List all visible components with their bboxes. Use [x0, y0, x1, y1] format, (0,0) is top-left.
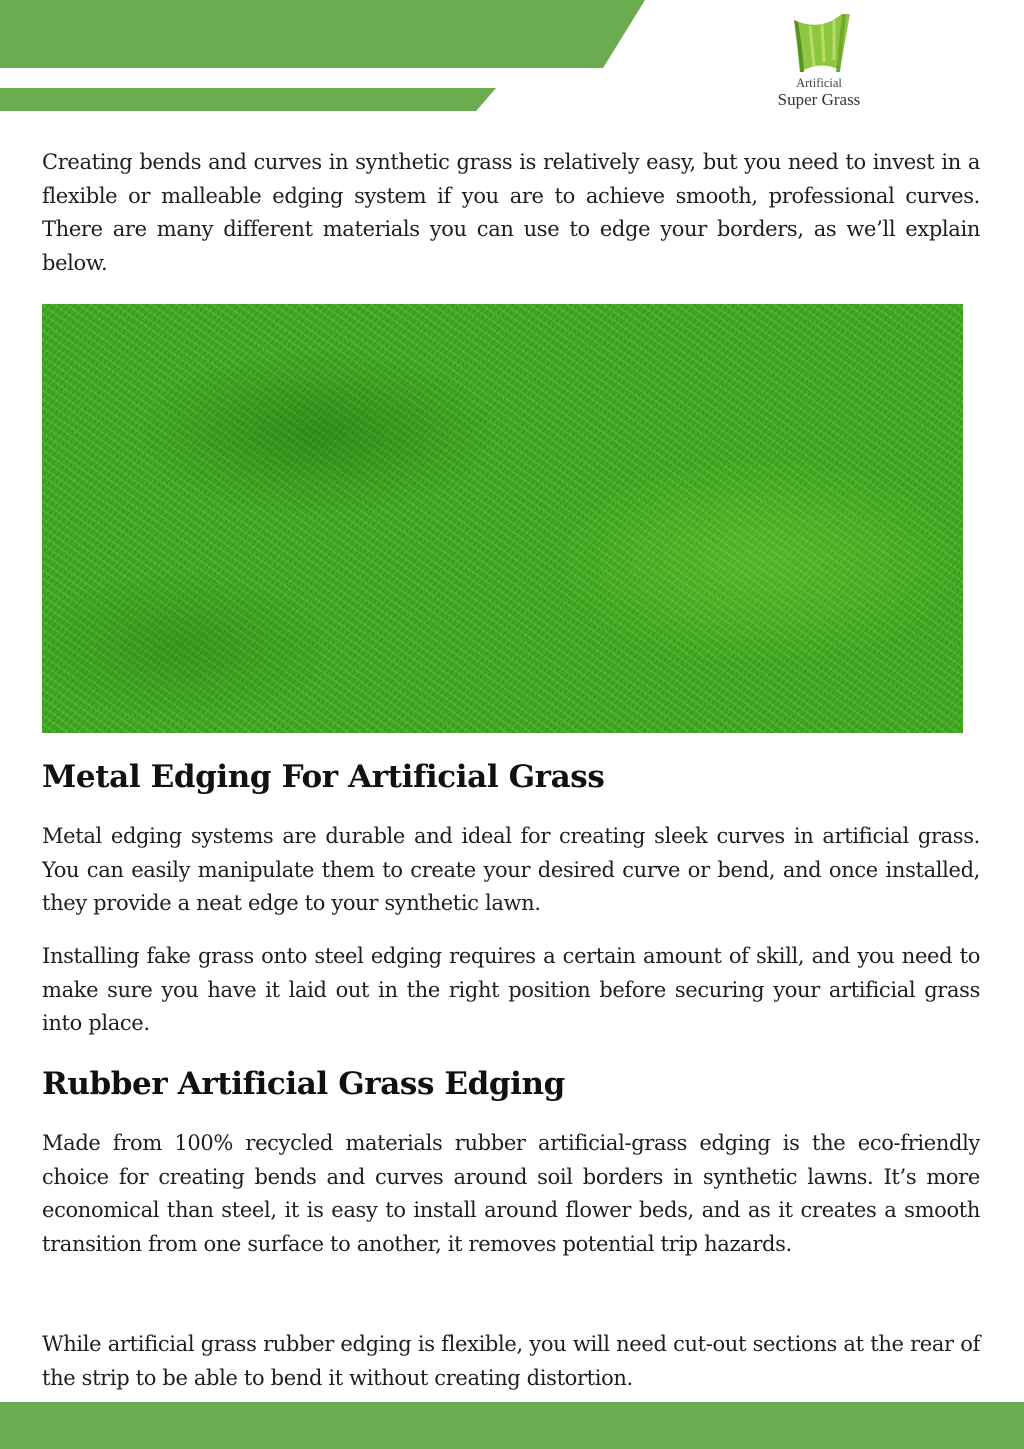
rubber-edging-body-1	[42, 1127, 980, 1261]
metal-edging-body-2	[42, 940, 980, 1041]
footer-green-band	[0, 1402, 1024, 1449]
rubber-edging-section	[42, 1064, 980, 1104]
rubber-edging-body-2	[42, 1328, 980, 1395]
metal-edging-body-1	[42, 820, 980, 921]
logo-text-main: Super Grass	[777, 90, 861, 109]
metal-edging-section	[42, 757, 980, 797]
header-green-band	[0, 0, 645, 68]
brand-logo	[766, 12, 872, 110]
logo-text-small: Artificial	[796, 76, 842, 90]
rubber-edging-heading: Rubber Artificial Grass Edging	[42, 1066, 565, 1102]
intro-section	[42, 146, 980, 280]
grass-photo	[42, 304, 963, 733]
metal-edging-paragraph-1: Metal edging systems are durable and ideal for creating sleek curves in artificial grass. You can easily manipulate them to create your desired curve or bend, and once installed, they provide a neat edge to your synthetic lawn.	[42, 824, 980, 915]
metal-edging-heading: Metal Edging For Artificial Grass	[42, 759, 605, 795]
metal-edging-paragraph-2: Installing fake grass onto steel edging requires a certain amount of skill, and you need to make sure you have it laid out in the right position before securing your artificial grass into place.	[42, 944, 980, 1035]
header-green-stripe	[0, 88, 496, 111]
intro-paragraph: Creating bends and curves in synthetic grass is relatively easy, but you need to invest in a flexible or malleable edging system if you are to achieve smooth, professional curves. There are many different materials you can use to edge your borders, as we’ll explain below.	[42, 150, 980, 275]
rubber-edging-paragraph-1: Made from 100% recycled materials rubber artificial-grass edging is the eco-friendly choice for creating bends and curves around soil borders in synthetic lawns. It’s more economical than steel, it is easy to install around flower beds, and as it creates a smooth transition from one surface to another, it removes potential trip hazards.	[42, 1131, 980, 1256]
flag-icon	[780, 12, 858, 78]
rubber-edging-paragraph-2: While artificial grass rubber edging is flexible, you will need cut-out sections at the rear of the strip to be able to bend it without creating distortion.	[42, 1332, 980, 1390]
